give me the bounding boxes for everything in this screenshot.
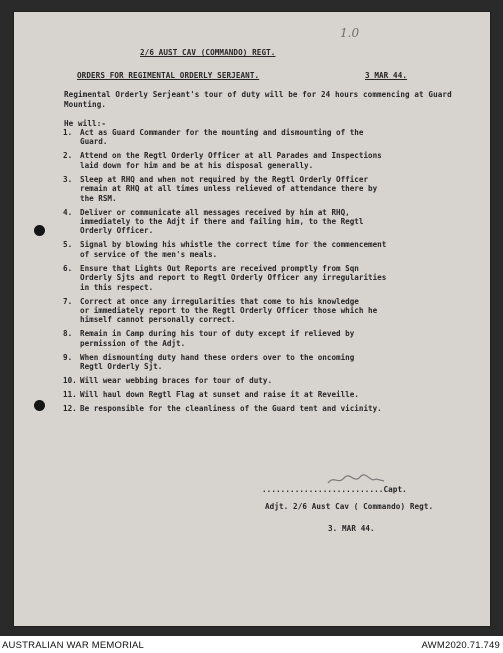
duty-text: Deliver or communicate all messages received by him at RHQ, immediately to the Adjt if there and failing him, to the Regtl Orderly Officer. xyxy=(80,207,364,236)
duty-text: When dismounting duty hand these orders over to the oncoming Regtl Orderly Sjt. xyxy=(80,352,355,372)
duty-number: 1. xyxy=(63,128,73,137)
duty-item xyxy=(63,404,483,413)
duty-text: Remain in Camp during his tour of duty except if relieved by permission of the Adjt. xyxy=(80,329,355,348)
duty-item xyxy=(63,128,483,147)
duty-text: Correct at once any irregularities that come to his knowledge or immediately report to the Regtl Orderly Officer those which he himself cannot personally correct. xyxy=(80,296,378,325)
duty-item xyxy=(63,151,483,170)
document-page xyxy=(14,12,490,626)
duty-number: 9. xyxy=(63,352,73,362)
duty-text: Act as Guard Commander for the mounting and dismounting of the Guard. xyxy=(80,128,364,147)
duty-item xyxy=(63,208,483,236)
duty-text: Will wear webbing braces for tour of duty. xyxy=(80,376,273,386)
duty-number: 10. xyxy=(63,376,77,386)
duty-number: 5. xyxy=(63,240,73,250)
duties-list xyxy=(63,128,483,418)
punch-hole xyxy=(34,225,45,236)
orders-title: ORDERS FOR REGIMENTAL ORDERLY SERJEANT. xyxy=(77,71,260,80)
duty-item xyxy=(63,376,483,385)
duty-item xyxy=(63,264,483,292)
he-will-heading: He will:- xyxy=(64,119,107,128)
duty-text: Signal by blowing his whistle the correct time for the commencement of service of the men's meals. xyxy=(80,240,387,259)
duty-text: Will haul down Regtl Flag at sunset and raise it at Reveille. xyxy=(80,390,359,400)
duty-item xyxy=(63,297,483,325)
intro-paragraph: Regimental Orderly Serjeant's tour of duty will be for 24 hours commencing at Guard Mounting. xyxy=(64,90,452,109)
duty-item xyxy=(63,390,483,399)
signature-line: ..........................Capt. xyxy=(262,485,407,494)
duty-number: 3. xyxy=(63,174,73,184)
duty-number: 7. xyxy=(63,296,73,306)
document-date: 3 MAR 44. xyxy=(365,71,408,80)
duty-text: Attend on the Regtl Orderly Officer at all Parades and Inspections laid down for him and be at his disposal generally. xyxy=(80,151,382,170)
duty-number: 4. xyxy=(63,207,73,217)
duty-item xyxy=(63,353,483,372)
punch-hole xyxy=(34,400,45,411)
footer-credit: AUSTRALIAN WAR MEMORIAL xyxy=(2,640,145,651)
unit-title: 2/6 AUST CAV (COMMANDO) REGT. xyxy=(140,48,276,57)
signature-title: Adjt. 2/6 Aust Cav ( Commando) Regt. xyxy=(265,502,434,511)
duty-text: Ensure that Lights Out Reports are received promptly from Sqn Orderly Sjts and report to Regtl Orderly Officer any irregularities in this respect. xyxy=(80,263,387,292)
duty-number: 11. xyxy=(63,390,77,400)
duty-item xyxy=(63,240,483,259)
duty-number: 6. xyxy=(63,263,73,273)
duty-item xyxy=(63,329,483,348)
handwritten-page-number: 1.0 xyxy=(340,26,360,40)
duty-number: 12. xyxy=(63,404,77,414)
footer-accession-number: AWM2020.71.749 xyxy=(421,640,500,651)
duty-number: 2. xyxy=(63,151,73,161)
duty-number: 8. xyxy=(63,329,73,339)
duty-item xyxy=(63,175,483,203)
signature-date: 3. MAR 44. xyxy=(328,524,375,533)
duty-text: Be responsible for the cleanliness of the Guard tent and vicinity. xyxy=(80,404,382,414)
duty-text: Sleep at RHQ and when not required by the Regtl Orderly Officer remain at RHQ at all times unless relieved of attendance there by the RSM. xyxy=(80,174,378,203)
